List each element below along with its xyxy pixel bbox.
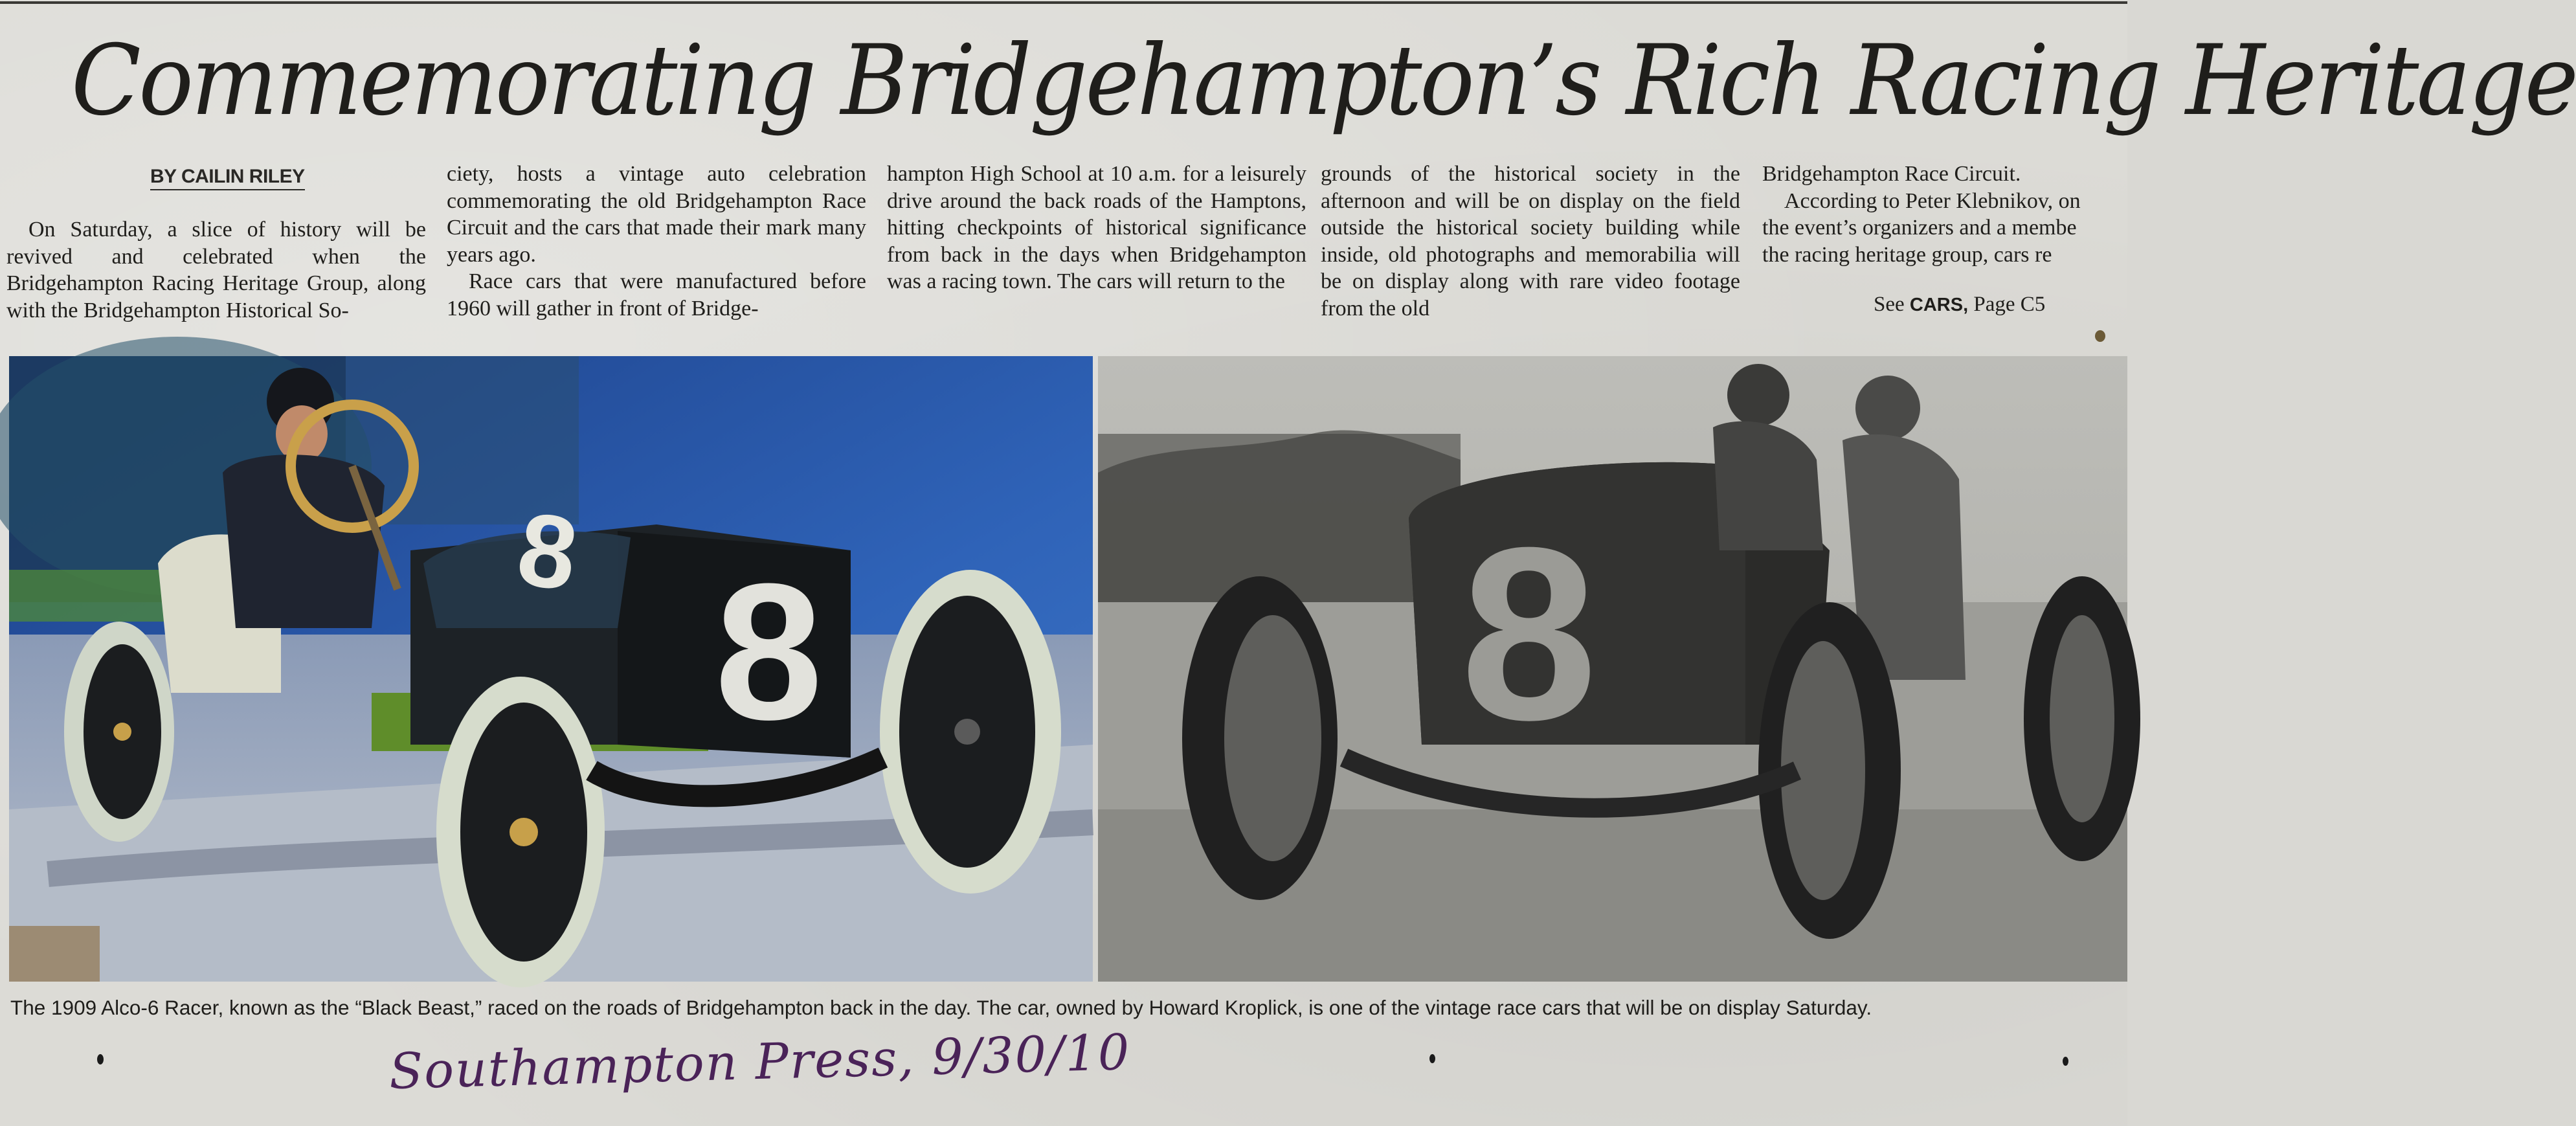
article-column-3 — [887, 161, 1306, 295]
headline: Commemorating Bridgehampton’s Rich Racing Heritage — [71, 25, 2576, 137]
paper-speck — [1429, 1054, 1435, 1063]
top-rule — [0, 1, 2127, 4]
article-column-2 — [447, 161, 866, 322]
article-column-5 — [1762, 161, 2131, 268]
text-line: According to Peter Klebnikov, on — [1784, 188, 2081, 213]
historical-photo-illustration — [1098, 356, 2127, 982]
article-column-1 — [6, 216, 426, 324]
hood-number-8: 8 — [511, 490, 585, 613]
paragraph: grounds of the historical society in the afternoon and will be on display on the field outside the historical society building while inside, old photographs and memorabilia will be on display along with rare video footage from the old — [1321, 162, 1740, 321]
paragraph: Race cars that were manufactured before 1960 will gather in front of Bridge- — [447, 269, 866, 321]
wheel-left — [1182, 576, 1338, 900]
historical-photo-race-car — [1098, 356, 2127, 982]
photo-caption: The 1909 Alco-6 Racer, known as the “Black Beast,” raced on the roads of Bridgehampton back in the day. The car, owned by Howard Kroplick, is one of the vintage race cars that will be on display Saturday. — [10, 996, 1872, 1019]
jump-prefix: See — [1874, 293, 1905, 316]
handwritten-source-note: Southampton Press, 9/30/10 — [388, 1023, 1132, 1100]
jump-keyword: CARS, — [1909, 295, 1969, 315]
color-photo-illustration — [9, 356, 1093, 982]
wheel-rear — [2024, 576, 2140, 861]
jump-reference — [1874, 293, 2045, 317]
article-column-4 — [1321, 161, 1740, 322]
wheel-front-left — [436, 677, 605, 987]
paragraph: hampton High School at 10 a.m. for a leisurely drive around the back roads of the Hamptons, hitting checkpoints of historical significance from back in the days when Bridgehampton was a racing town. The cars will return to the — [887, 162, 1306, 293]
paper-speck — [2095, 330, 2105, 342]
wheel-front-right — [880, 570, 1061, 894]
byline: BY CAILIN RILEY — [150, 166, 305, 190]
text-line: Bridgehampton Race Circuit. — [1762, 162, 2021, 186]
paragraph: ciety, hosts a vintage auto celebration commemorating the old Bridgehampton Race Circuit and the cars that made their mark many years ago. — [447, 162, 866, 267]
paper-speck — [97, 1054, 104, 1064]
paragraph: On Saturday, a slice of history will be revived and celebrated when the Bridgehampton Racing Heritage Group, along with the Bridgehampton Historical So- — [6, 218, 426, 322]
text-line: the event’s organizers and a membe — [1762, 216, 2077, 240]
car-number-8: 8 — [1461, 496, 1598, 771]
wheel-rear-left — [64, 622, 174, 842]
car-number-8: 8 — [715, 543, 823, 760]
jump-page: Page C5 — [1973, 293, 2046, 316]
paper-speck — [2063, 1057, 2068, 1066]
color-photo-race-car — [9, 356, 1093, 982]
text-line: the racing heritage group, cars re — [1762, 242, 2052, 267]
